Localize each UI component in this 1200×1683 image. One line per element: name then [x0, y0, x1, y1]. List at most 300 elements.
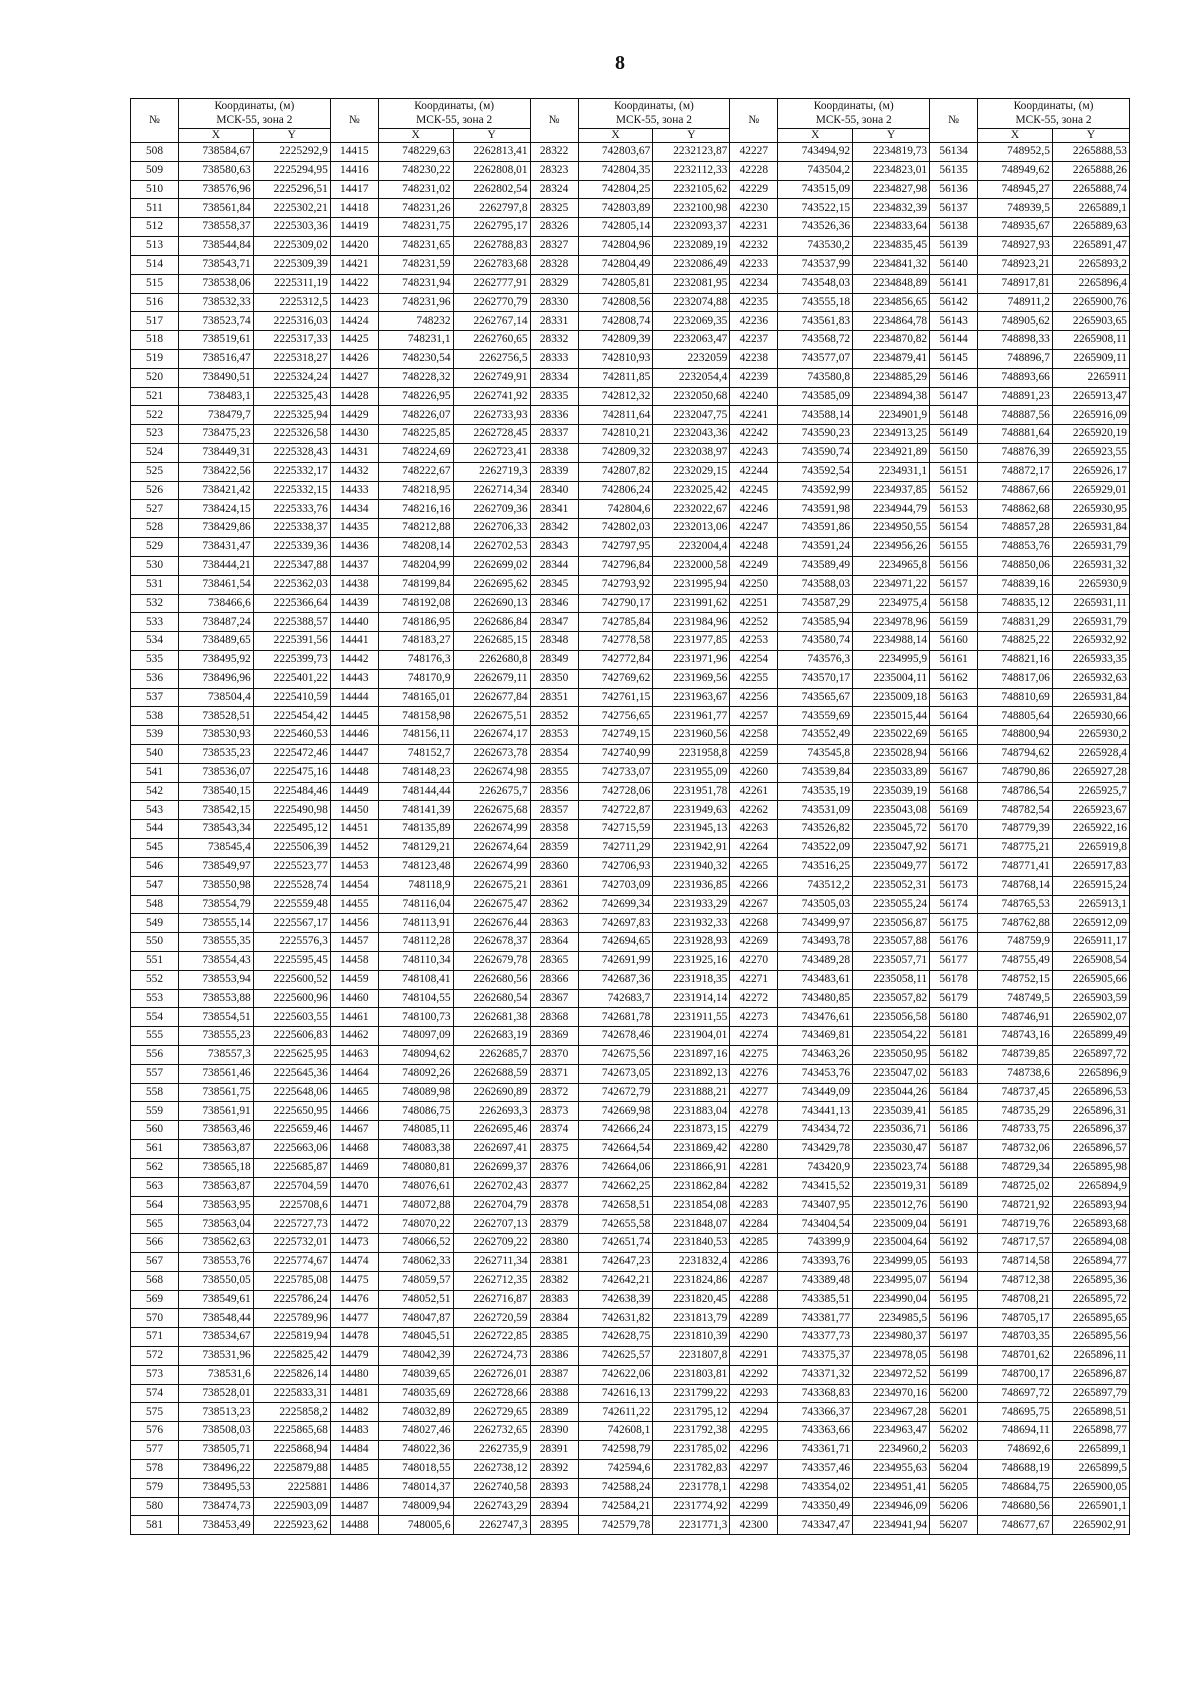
point-number: 56171	[930, 839, 978, 858]
coordinate-y: 2234975,4	[853, 594, 930, 613]
point-number: 56138	[930, 218, 978, 237]
coordinate-y: 2265901,1	[1052, 1497, 1129, 1516]
point-number: 557	[131, 1064, 179, 1083]
coordinate-x: 748857,28	[978, 519, 1053, 538]
coordinate-x: 742625,57	[578, 1347, 653, 1366]
table-row	[131, 1478, 1130, 1497]
coordinate-y: 2231832,4	[653, 1252, 730, 1271]
coordinate-y: 2231904,01	[653, 1027, 730, 1046]
point-number: 526	[131, 481, 179, 500]
coordinate-y: 2234978,96	[853, 613, 930, 632]
coordinate-y: 2235058,11	[853, 970, 930, 989]
coordinate-y: 2262728,66	[453, 1384, 530, 1403]
coordinate-x: 743366,37	[778, 1403, 853, 1422]
coordinate-y: 2225333,76	[253, 500, 330, 519]
coordinate-x: 738558,37	[178, 218, 253, 237]
point-number: 541	[131, 763, 179, 782]
coordinate-y: 2265898,77	[1052, 1422, 1129, 1441]
coordinate-x: 748192,08	[378, 594, 453, 613]
coordinate-x: 748100,73	[378, 1008, 453, 1027]
point-number: 42237	[730, 331, 778, 350]
point-number: 56145	[930, 349, 978, 368]
coordinate-y: 2235044,26	[853, 1083, 930, 1102]
coordinate-y: 2265895,56	[1052, 1328, 1129, 1347]
coordinate-y: 2265931,84	[1052, 519, 1129, 538]
point-number: 42240	[730, 387, 778, 406]
point-number: 554	[131, 1008, 179, 1027]
coordinate-x: 748059,57	[378, 1271, 453, 1290]
coordinate-x: 748027,46	[378, 1422, 453, 1441]
coordinate-x: 748732,06	[978, 1140, 1053, 1159]
point-number: 42243	[730, 444, 778, 463]
coordinate-y: 2265899,49	[1052, 1027, 1129, 1046]
coordinate-y: 2265896,31	[1052, 1102, 1129, 1121]
coordinate-y: 2265931,84	[1052, 688, 1129, 707]
coordinate-x: 742642,21	[578, 1271, 653, 1290]
coordinate-x: 738532,33	[178, 293, 253, 312]
point-number: 14472	[330, 1215, 378, 1234]
coordinate-x: 743552,49	[778, 726, 853, 745]
point-number: 42253	[730, 632, 778, 651]
coordinate-y: 2265888,74	[1052, 180, 1129, 199]
coordinate-y: 2235057,71	[853, 951, 930, 970]
coordinate-y: 2262678,37	[453, 933, 530, 952]
coordinate-y: 2262675,47	[453, 895, 530, 914]
coordinate-y: 2225495,12	[253, 820, 330, 839]
coordinate-y: 2262797,8	[453, 199, 530, 218]
point-number: 56185	[930, 1102, 978, 1121]
coordinate-x: 743576,3	[778, 650, 853, 669]
coordinate-x: 742669,98	[578, 1102, 653, 1121]
coordinate-y: 2262738,12	[453, 1459, 530, 1478]
point-number: 548	[131, 895, 179, 914]
coordinate-y: 2234971,22	[853, 575, 930, 594]
coordinate-x: 743587,29	[778, 594, 853, 613]
coordinate-x: 742810,21	[578, 425, 653, 444]
point-number: 42281	[730, 1158, 778, 1177]
point-number: 42272	[730, 989, 778, 1008]
coordinate-y: 2265928,4	[1052, 745, 1129, 764]
table-row	[131, 857, 1130, 876]
coordinate-y: 2235004,64	[853, 1234, 930, 1253]
coordinate-y: 2225625,95	[253, 1046, 330, 1065]
coordinate-y: 2231949,63	[653, 801, 730, 820]
coordinate-x: 742805,14	[578, 218, 653, 237]
coordinate-x: 738549,61	[178, 1290, 253, 1309]
table-row	[131, 1064, 1130, 1083]
coordinate-x: 742803,89	[578, 199, 653, 218]
coordinate-x: 738545,4	[178, 839, 253, 858]
point-number: 509	[131, 161, 179, 180]
coordinate-x: 748701,62	[978, 1347, 1053, 1366]
coordinate-y: 2265931,79	[1052, 613, 1129, 632]
coordinate-y: 2262777,91	[453, 274, 530, 293]
coordinate-x: 738489,65	[178, 632, 253, 651]
point-number: 42246	[730, 500, 778, 519]
point-number: 558	[131, 1083, 179, 1102]
table-row	[131, 1083, 1130, 1102]
point-number: 42265	[730, 857, 778, 876]
coordinate-y: 2265896,9	[1052, 1064, 1129, 1083]
coordinate-y: 2262680,54	[453, 989, 530, 1008]
coordinate-x: 742694,65	[578, 933, 653, 952]
point-number: 28358	[530, 820, 578, 839]
coordinate-y: 2225399,73	[253, 650, 330, 669]
table-row	[131, 951, 1130, 970]
coordinate-x: 748228,32	[378, 368, 453, 387]
coordinate-y: 2231795,12	[653, 1403, 730, 1422]
coordinate-y: 2262716,87	[453, 1290, 530, 1309]
coordinate-x: 738554,51	[178, 1008, 253, 1027]
coordinate-y: 2225826,14	[253, 1365, 330, 1384]
point-number: 56153	[930, 500, 978, 519]
coordinate-x: 743385,51	[778, 1290, 853, 1309]
table-row	[131, 481, 1130, 500]
coordinate-y: 2225881	[253, 1478, 330, 1497]
column-header-y: Y	[653, 129, 730, 143]
coordinate-x: 748700,17	[978, 1365, 1053, 1384]
coordinate-y: 2225484,46	[253, 782, 330, 801]
coordinate-x: 748923,21	[978, 255, 1053, 274]
coordinate-x: 738540,15	[178, 782, 253, 801]
table-row	[131, 745, 1130, 764]
point-number: 28325	[530, 199, 578, 218]
point-number: 14466	[330, 1102, 378, 1121]
point-number: 537	[131, 688, 179, 707]
coordinate-y: 2265917,83	[1052, 857, 1129, 876]
point-number: 14461	[330, 1008, 378, 1027]
coordinate-x: 738534,67	[178, 1328, 253, 1347]
coordinate-x: 748729,34	[978, 1158, 1053, 1177]
coordinate-y: 2234827,98	[853, 180, 930, 199]
coordinate-x: 748708,21	[978, 1290, 1053, 1309]
point-number: 14432	[330, 462, 378, 481]
coordinate-x: 738535,23	[178, 745, 253, 764]
point-number: 42251	[730, 594, 778, 613]
coordinate-x: 743350,49	[778, 1497, 853, 1516]
coordinate-x: 742703,09	[578, 876, 653, 895]
table-row	[131, 989, 1130, 1008]
coordinate-y: 2262683,19	[453, 1027, 530, 1046]
coordinate-y: 2231888,21	[653, 1083, 730, 1102]
coordinate-y: 2231824,86	[653, 1271, 730, 1290]
point-number: 42233	[730, 255, 778, 274]
coordinate-x: 748152,7	[378, 745, 453, 764]
coordinate-y: 2262711,34	[453, 1252, 530, 1271]
point-number: 28381	[530, 1252, 578, 1271]
coordinate-y: 2231785,02	[653, 1441, 730, 1460]
coordinate-y: 2225774,67	[253, 1252, 330, 1271]
coordinate-x: 742672,79	[578, 1083, 653, 1102]
coordinate-x: 748733,75	[978, 1121, 1053, 1140]
coordinate-x: 748898,33	[978, 331, 1053, 350]
point-number: 564	[131, 1196, 179, 1215]
point-number: 28328	[530, 255, 578, 274]
coordinate-x: 743420,9	[778, 1158, 853, 1177]
point-number: 56164	[930, 707, 978, 726]
coordinate-y: 2225825,42	[253, 1347, 330, 1366]
point-number: 42256	[730, 688, 778, 707]
point-number: 14433	[330, 481, 378, 500]
point-number: 570	[131, 1309, 179, 1328]
coordinate-x: 743577,07	[778, 349, 853, 368]
point-number: 56161	[930, 650, 978, 669]
coordinate-y: 2231774,92	[653, 1497, 730, 1516]
point-number: 14470	[330, 1177, 378, 1196]
coordinate-x: 748881,64	[978, 425, 1053, 444]
point-number: 14450	[330, 801, 378, 820]
coordinate-y: 2262675,21	[453, 876, 530, 895]
coordinate-x: 748949,62	[978, 161, 1053, 180]
table-row	[131, 933, 1130, 952]
coordinate-x: 738479,7	[178, 406, 253, 425]
coordinate-x: 738584,67	[178, 143, 253, 162]
coordinate-y: 2262686,84	[453, 613, 530, 632]
point-number: 522	[131, 406, 179, 425]
coordinate-x: 748714,58	[978, 1252, 1053, 1271]
coordinate-y: 2262712,35	[453, 1271, 530, 1290]
coordinate-y: 2234832,39	[853, 199, 930, 218]
coordinate-y: 2234944,79	[853, 500, 930, 519]
point-number: 14485	[330, 1459, 378, 1478]
table-row	[131, 1459, 1130, 1478]
coordinate-y: 2235019,31	[853, 1177, 930, 1196]
point-number: 56150	[930, 444, 978, 463]
point-number: 28335	[530, 387, 578, 406]
coordinate-x: 738496,96	[178, 669, 253, 688]
coordinate-x: 748817,06	[978, 669, 1053, 688]
point-number: 510	[131, 180, 179, 199]
point-number: 56139	[930, 237, 978, 256]
point-number: 42274	[730, 1027, 778, 1046]
coordinate-y: 2265896,87	[1052, 1365, 1129, 1384]
point-number: 42259	[730, 745, 778, 764]
coordinate-x: 742608,1	[578, 1422, 653, 1441]
coordinate-y: 2262679,78	[453, 951, 530, 970]
point-number: 42276	[730, 1064, 778, 1083]
coordinate-y: 2225454,42	[253, 707, 330, 726]
point-number: 56203	[930, 1441, 978, 1460]
coordinate-y: 2262688,59	[453, 1064, 530, 1083]
coordinate-y: 2235036,71	[853, 1121, 930, 1140]
point-number: 14423	[330, 293, 378, 312]
point-number: 42234	[730, 274, 778, 293]
coordinate-x: 743453,76	[778, 1064, 853, 1083]
coordinate-y: 2265891,47	[1052, 237, 1129, 256]
coordinate-x: 738429,86	[178, 519, 253, 538]
coordinate-y: 2262747,3	[453, 1516, 530, 1535]
coordinate-x: 743494,92	[778, 143, 853, 162]
point-number: 540	[131, 745, 179, 764]
coordinate-y: 2265894,9	[1052, 1177, 1129, 1196]
coordinate-y: 2262699,02	[453, 556, 530, 575]
point-number: 14434	[330, 500, 378, 519]
coordinate-x: 738555,23	[178, 1027, 253, 1046]
column-header-coordinates	[378, 99, 530, 129]
coordinate-y: 2262722,85	[453, 1328, 530, 1347]
point-number: 28386	[530, 1347, 578, 1366]
coordinate-x: 738563,95	[178, 1196, 253, 1215]
point-number: 42238	[730, 349, 778, 368]
point-number: 574	[131, 1384, 179, 1403]
coordinate-y: 2234990,04	[853, 1290, 930, 1309]
column-header-coordinates	[978, 99, 1130, 129]
point-number: 42285	[730, 1234, 778, 1253]
point-number: 28384	[530, 1309, 578, 1328]
table-row	[131, 688, 1130, 707]
point-number: 56183	[930, 1064, 978, 1083]
coordinate-y: 2231820,45	[653, 1290, 730, 1309]
point-number: 14426	[330, 349, 378, 368]
coordinate-y: 2225600,96	[253, 989, 330, 1008]
point-number: 516	[131, 293, 179, 312]
coordinates-label: Координаты, (м)	[614, 100, 694, 113]
point-number: 56142	[930, 293, 978, 312]
coordinate-y: 2225663,06	[253, 1140, 330, 1159]
point-number: 14444	[330, 688, 378, 707]
coordinate-y: 2262808,01	[453, 161, 530, 180]
coordinate-y: 2265932,92	[1052, 632, 1129, 651]
coordinate-x: 738475,23	[178, 425, 253, 444]
point-number: 42245	[730, 481, 778, 500]
coordinate-x: 738553,76	[178, 1252, 253, 1271]
point-number: 42284	[730, 1215, 778, 1234]
point-number: 539	[131, 726, 179, 745]
point-number: 563	[131, 1177, 179, 1196]
coordinate-y: 2265930,9	[1052, 575, 1129, 594]
coordinate-x: 743565,67	[778, 688, 853, 707]
coordinate-x: 738550,98	[178, 876, 253, 895]
point-number: 14438	[330, 575, 378, 594]
coordinate-x: 748072,88	[378, 1196, 453, 1215]
point-number: 14487	[330, 1497, 378, 1516]
coordinate-y: 2225708,6	[253, 1196, 330, 1215]
table-row	[131, 218, 1130, 237]
coordinate-x: 743368,83	[778, 1384, 853, 1403]
point-number: 42299	[730, 1497, 778, 1516]
coordinate-x: 748014,37	[378, 1478, 453, 1497]
coordinate-y: 2225312,5	[253, 293, 330, 312]
point-number: 14448	[330, 763, 378, 782]
coordinate-y: 2262741,92	[453, 387, 530, 406]
table-row	[131, 1347, 1130, 1366]
point-number: 28346	[530, 594, 578, 613]
coordinate-x: 743592,54	[778, 462, 853, 481]
coordinate-x: 738543,71	[178, 255, 253, 274]
coordinate-x: 743512,2	[778, 876, 853, 895]
point-number: 527	[131, 500, 179, 519]
coordinate-x: 743590,74	[778, 444, 853, 463]
point-number: 42296	[730, 1441, 778, 1460]
coordinate-y: 2232050,68	[653, 387, 730, 406]
coordinate-y: 2234995,9	[853, 650, 930, 669]
coordinate-x: 743580,74	[778, 632, 853, 651]
coordinate-y: 2265915,24	[1052, 876, 1129, 895]
point-number: 28337	[530, 425, 578, 444]
coordinate-y: 2231940,32	[653, 857, 730, 876]
coordinate-x: 748032,89	[378, 1403, 453, 1422]
coordinate-y: 2235022,69	[853, 726, 930, 745]
coordinate-x: 742810,93	[578, 349, 653, 368]
point-number: 56195	[930, 1290, 978, 1309]
table-row	[131, 876, 1130, 895]
point-number: 42241	[730, 406, 778, 425]
coordinate-x: 748853,76	[978, 538, 1053, 557]
point-number: 519	[131, 349, 179, 368]
point-number: 56155	[930, 538, 978, 557]
coordinate-y: 2232089,19	[653, 237, 730, 256]
coordinate-y: 2265893,68	[1052, 1215, 1129, 1234]
point-number: 28374	[530, 1121, 578, 1140]
coordinate-y: 2231862,84	[653, 1177, 730, 1196]
coordinate-x: 738562,63	[178, 1234, 253, 1253]
table-row	[131, 782, 1130, 801]
coordinate-y: 2262695,62	[453, 575, 530, 594]
coordinate-x: 743570,17	[778, 669, 853, 688]
coordinate-y: 2234972,52	[853, 1365, 930, 1384]
coordinate-x: 743531,09	[778, 801, 853, 820]
point-number: 42260	[730, 763, 778, 782]
coordinate-x: 748719,76	[978, 1215, 1053, 1234]
coordinate-x: 748705,17	[978, 1309, 1053, 1328]
coordinate-x: 738554,79	[178, 895, 253, 914]
coordinate-x: 743515,09	[778, 180, 853, 199]
point-number: 14439	[330, 594, 378, 613]
coordinate-y: 2265888,53	[1052, 143, 1129, 162]
point-number: 553	[131, 989, 179, 1008]
coordinate-y: 2231969,56	[653, 669, 730, 688]
point-number: 56190	[930, 1196, 978, 1215]
table-header	[131, 99, 1130, 143]
coordinate-x: 743585,94	[778, 613, 853, 632]
coordinate-x: 748805,64	[978, 707, 1053, 726]
coordinate-x: 738496,22	[178, 1459, 253, 1478]
coordinate-y: 2232000,58	[653, 556, 730, 575]
coordinate-x: 738422,56	[178, 462, 253, 481]
coordinate-y: 2235039,41	[853, 1102, 930, 1121]
coordinate-x: 748085,11	[378, 1121, 453, 1140]
coordinate-x: 743407,95	[778, 1196, 853, 1215]
point-number: 56174	[930, 895, 978, 914]
point-number: 578	[131, 1459, 179, 1478]
coordinate-x: 748208,14	[378, 538, 453, 557]
coordinate-x: 738580,63	[178, 161, 253, 180]
point-number: 42270	[730, 951, 778, 970]
coordinate-x: 743499,97	[778, 914, 853, 933]
coordinate-x: 748749,5	[978, 989, 1053, 1008]
coordinate-x: 748076,61	[378, 1177, 453, 1196]
point-number: 517	[131, 312, 179, 331]
coordinate-y: 2225362,03	[253, 575, 330, 594]
point-number: 14484	[330, 1441, 378, 1460]
coordinate-x: 738561,75	[178, 1083, 253, 1102]
point-number: 42292	[730, 1365, 778, 1384]
coordinate-y: 2262702,53	[453, 538, 530, 557]
coordinate-y: 2265894,77	[1052, 1252, 1129, 1271]
coordinate-y: 2231792,38	[653, 1422, 730, 1441]
coordinate-x: 748199,84	[378, 575, 453, 594]
coordinate-y: 2262749,91	[453, 368, 530, 387]
point-number: 42269	[730, 933, 778, 952]
point-number: 28350	[530, 669, 578, 688]
coordinate-x: 743580,8	[778, 368, 853, 387]
point-number: 531	[131, 575, 179, 594]
table-row	[131, 1271, 1130, 1290]
coordinate-y: 2234835,45	[853, 237, 930, 256]
coordinate-y: 2231958,8	[653, 745, 730, 764]
point-number: 56181	[930, 1027, 978, 1046]
coordinate-y: 2234946,09	[853, 1497, 930, 1516]
